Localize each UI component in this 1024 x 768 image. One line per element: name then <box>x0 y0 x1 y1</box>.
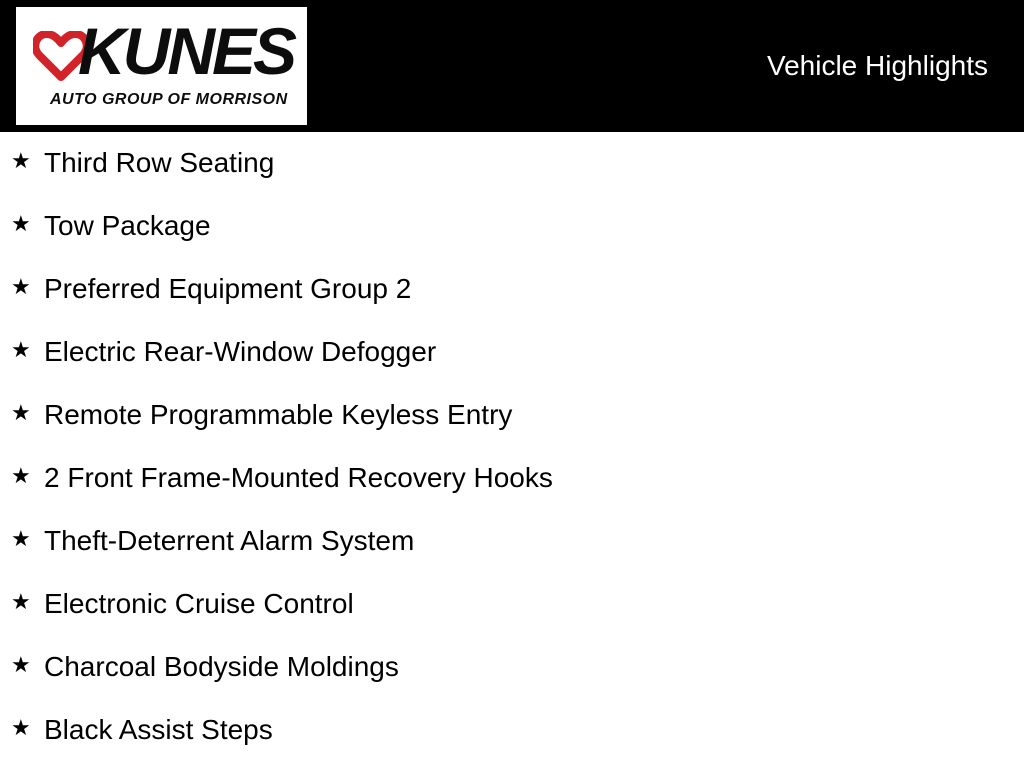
highlight-text: Third Row Seating <box>44 147 275 178</box>
star-icon: ★ <box>11 274 31 299</box>
list-item <box>0 321 1024 384</box>
page-title: Vehicle Highlights <box>766 50 988 81</box>
highlight-text: 2 Front Frame-Mounted Recovery Hooks <box>44 462 553 493</box>
highlight-text: Electronic Cruise Control <box>44 588 354 619</box>
header-bar <box>0 0 1024 132</box>
star-icon: ★ <box>11 148 31 173</box>
highlight-text: Electric Rear-Window Defogger <box>44 336 437 367</box>
star-icon: ★ <box>11 211 31 236</box>
star-icon: ★ <box>11 715 31 740</box>
highlight-text: Tow Package <box>44 210 211 241</box>
star-icon: ★ <box>11 463 31 488</box>
list-item <box>0 447 1024 510</box>
star-icon: ★ <box>11 400 31 425</box>
star-icon: ★ <box>11 337 31 362</box>
highlight-text: Remote Programmable Keyless Entry <box>44 399 513 430</box>
dealer-logo <box>16 7 307 125</box>
star-icon: ★ <box>11 652 31 677</box>
list-item <box>0 699 1024 762</box>
highlight-text: Black Assist Steps <box>44 714 273 745</box>
star-icon: ★ <box>11 589 31 614</box>
highlights-list <box>0 132 1024 762</box>
list-item <box>0 573 1024 636</box>
list-item <box>0 258 1024 321</box>
list-item <box>0 510 1024 573</box>
logo-wordmark: KUNES <box>78 14 295 88</box>
highlight-text: Theft-Deterrent Alarm System <box>44 525 415 556</box>
list-item <box>0 384 1024 447</box>
logo-subtitle: AUTO GROUP OF MORRISON <box>50 91 288 108</box>
star-icon: ★ <box>11 526 31 551</box>
list-item <box>0 195 1024 258</box>
list-item <box>0 636 1024 699</box>
list-item <box>0 132 1024 195</box>
highlight-text: Charcoal Bodyside Moldings <box>44 651 399 682</box>
highlight-text: Preferred Equipment Group 2 <box>44 273 412 304</box>
